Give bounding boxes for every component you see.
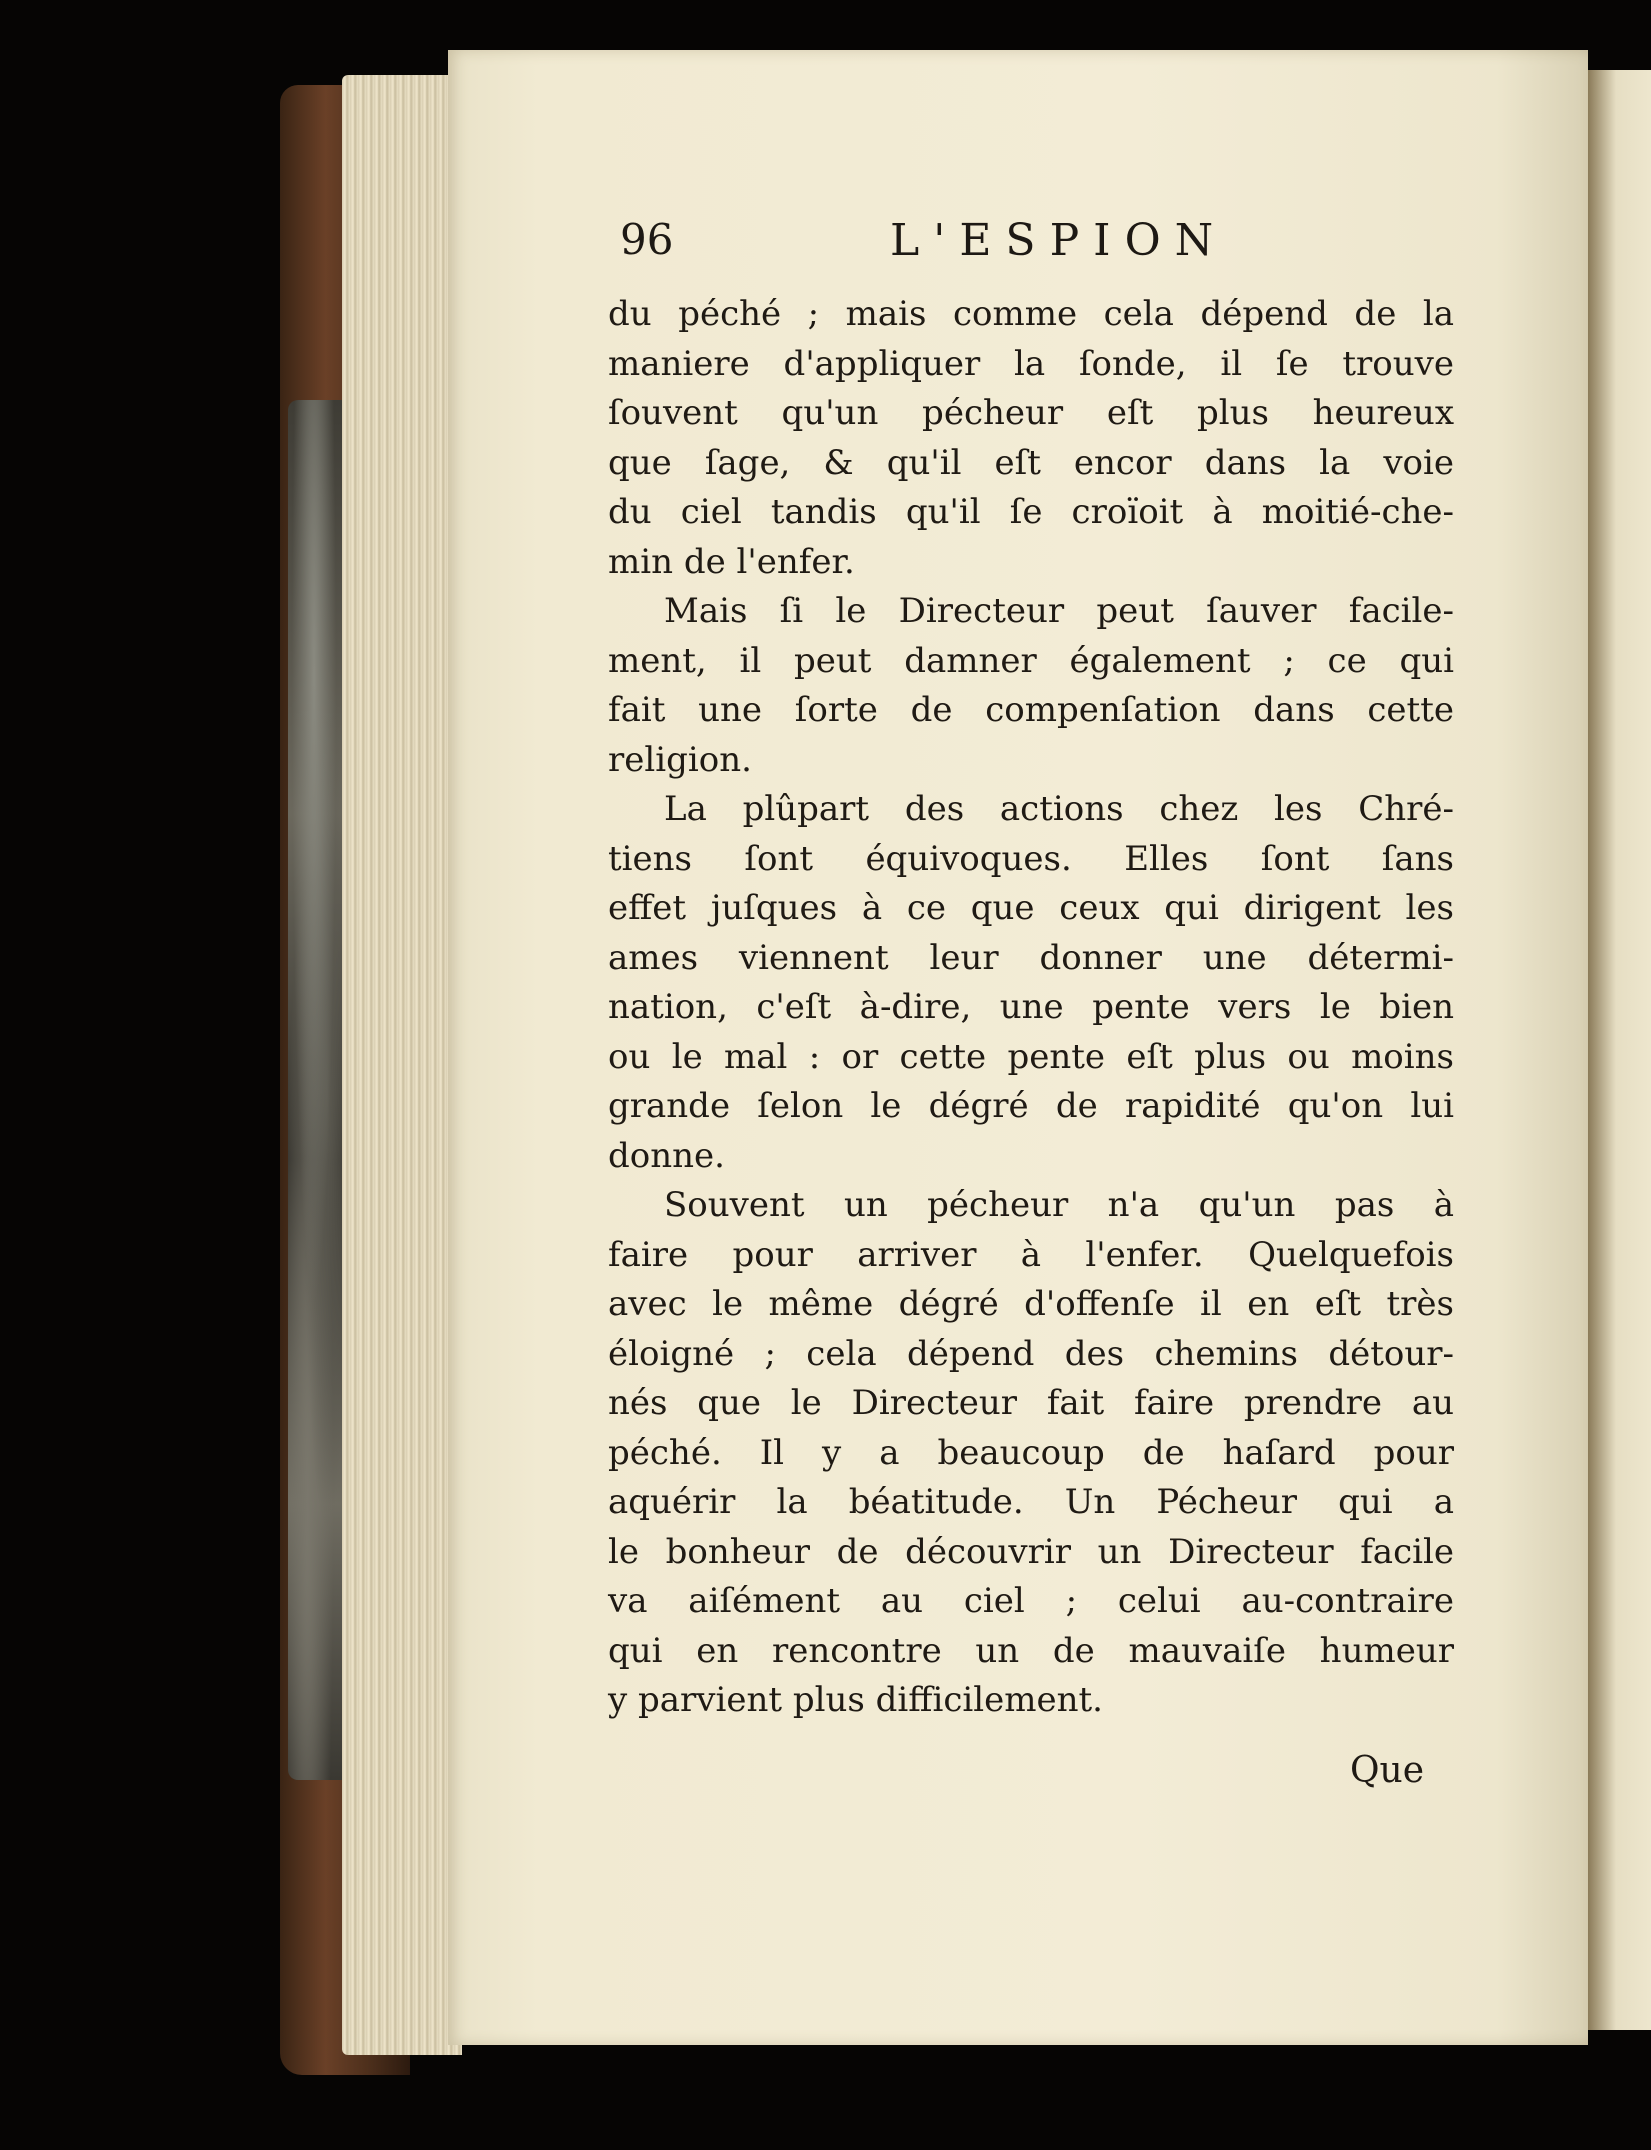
- text-line: va aiſément au ciel ; celui au-contraire: [608, 1581, 1454, 1621]
- text-line: péché. Il y a beaucoup de haſard pour: [608, 1432, 1454, 1473]
- text-line: fait une ſorte de compenſation dans cette: [608, 690, 1454, 730]
- text-line: Souvent un pécheur n'a qu'un pas à: [664, 1185, 1454, 1225]
- text-line: La plûpart des actions chez les Chré-: [664, 789, 1454, 829]
- facing-page-edge: [1588, 70, 1651, 2030]
- text-line: effet juſques à ce que ceux qui dirigent les: [608, 888, 1454, 928]
- text-line: donne.: [608, 1135, 725, 1176]
- page-header: [620, 215, 1320, 275]
- text-line: nation, c'eſt à-dire, une pente vers le bien: [608, 987, 1454, 1027]
- text-line: nés que le Directeur fait faire prendre au: [608, 1383, 1454, 1423]
- text-line: ou le mal : or cette pente eſt plus ou moins: [608, 1036, 1454, 1077]
- text-line: tiens ſont équivoques. Elles ſont ſans: [608, 838, 1454, 879]
- text-line: maniere d'appliquer la ſonde, il ſe trouve: [608, 343, 1454, 384]
- page-number: 96: [620, 215, 674, 264]
- text-line: y parvient plus difficilement.: [608, 1680, 1103, 1720]
- text-line: Mais ſi le Directeur peut ſauver facile-: [664, 591, 1454, 631]
- page-edges: [342, 75, 462, 2055]
- text-line: que ſage, & qu'il eſt encor dans la voie: [608, 442, 1454, 483]
- text-line: le bonheur de découvrir un Directeur facile: [608, 1531, 1454, 1572]
- text-line: faire pour arriver à l'enfer. Quelquefois: [608, 1234, 1454, 1275]
- text-line: qui en rencontre un de mauvaiſe humeur: [608, 1630, 1454, 1671]
- text-line: du ciel tandis qu'il ſe croïoit à moitié-che-: [608, 492, 1454, 532]
- text-line: éloigné ; cela dépend des chemins détour-: [608, 1333, 1454, 1374]
- text-line: religion.: [608, 739, 752, 780]
- body-text: [608, 290, 1454, 1726]
- catchword: Que: [1350, 1750, 1425, 1791]
- text-line: ment, il peut damner également ; ce qui: [608, 640, 1454, 681]
- text-line: min de l'enfer.: [608, 541, 855, 582]
- text-line: ſouvent qu'un pécheur eſt plus heureux: [608, 393, 1454, 433]
- text-line: du péché ; mais comme cela dépend de la: [608, 294, 1454, 334]
- text-line: aquérir la béatitude. Un Pécheur qui a: [608, 1482, 1454, 1522]
- running-title: L'ESPION: [890, 215, 1228, 266]
- text-line: ames viennent leur donner une détermi-: [608, 937, 1454, 978]
- text-line: grande ſelon le dégré de rapidité qu'on lui: [608, 1086, 1454, 1126]
- text-line: avec le même dégré d'offenſe il en eſt très: [608, 1284, 1454, 1324]
